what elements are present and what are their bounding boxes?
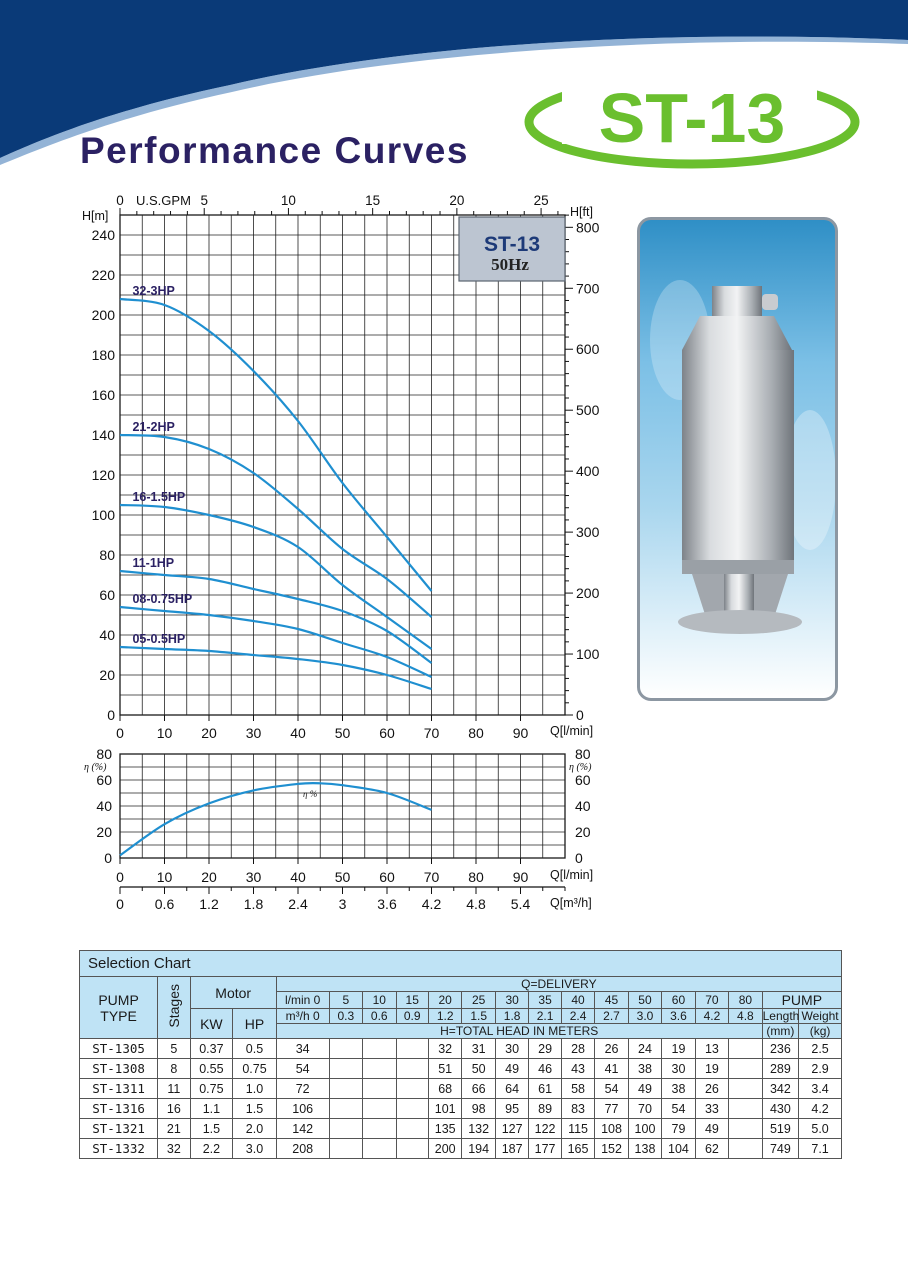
head-cell: 122 xyxy=(529,1119,561,1139)
head-cell: 38 xyxy=(662,1079,695,1099)
table-row xyxy=(80,1099,842,1119)
eff-x-tick-label: 70 xyxy=(423,869,440,885)
head-cell: 200 xyxy=(428,1139,461,1159)
ft-tick-label: 400 xyxy=(576,463,600,480)
lmin-cell: 45 xyxy=(595,992,628,1009)
head-cell: 127 xyxy=(495,1119,528,1139)
model-logo xyxy=(522,72,862,172)
lmin-cell: 15 xyxy=(396,992,428,1009)
head-cell: 30 xyxy=(662,1059,695,1079)
eff-y-tick-label-right: 40 xyxy=(575,798,591,814)
head-cell: 194 xyxy=(462,1139,495,1159)
table-row xyxy=(80,1059,842,1079)
head-cell xyxy=(729,1099,762,1119)
head-cell: 46 xyxy=(529,1059,561,1079)
page-title: Performance Curves xyxy=(80,130,469,171)
x-tick-label: 30 xyxy=(245,725,262,741)
hp-cell: 2.0 xyxy=(233,1119,277,1139)
curve-label: 11-1HP xyxy=(132,556,175,570)
stages-cell: 11 xyxy=(158,1079,190,1099)
head-cell: 101 xyxy=(428,1099,461,1119)
head-cell xyxy=(396,1079,428,1099)
ft-tick-label: 700 xyxy=(576,280,600,297)
header-delivery: Q=DELIVERY xyxy=(276,977,841,992)
m3h-cell: 0.9 xyxy=(396,1009,428,1024)
gpm-tick-label: 25 xyxy=(533,193,549,208)
head-cell: 33 xyxy=(695,1099,728,1119)
m3h-tick-label: 5.4 xyxy=(510,896,531,912)
kw-cell: 0.37 xyxy=(190,1039,233,1059)
head-cell xyxy=(363,1039,396,1059)
header-motor: Motor xyxy=(190,977,276,1009)
eff-y-label-right: η (%) xyxy=(569,762,592,773)
head-cell: 49 xyxy=(695,1119,728,1139)
gpm-tick-label: 20 xyxy=(449,193,465,208)
gpm-tick-label: 10 xyxy=(280,193,296,208)
x-tick-label: 70 xyxy=(423,725,440,741)
head-cell: 72 xyxy=(276,1079,329,1099)
head-cell: 79 xyxy=(662,1119,695,1139)
x-tick-label: 0 xyxy=(116,725,124,741)
m3h-tick-label: 2.4 xyxy=(288,896,308,912)
head-cell xyxy=(729,1079,762,1099)
weight-cell: 7.1 xyxy=(799,1139,842,1159)
m3h-cell: 4.8 xyxy=(729,1009,762,1024)
m3h-tick-label: 4.2 xyxy=(421,896,442,912)
head-cell xyxy=(363,1059,396,1079)
lmin-cell: 20 xyxy=(428,992,461,1009)
header-kw: KW xyxy=(190,1009,233,1039)
eff-curve-label: η % xyxy=(303,789,318,799)
ft-tick-label: 300 xyxy=(576,524,600,541)
m3h-tick-label: 1.8 xyxy=(243,896,264,912)
lmin-cell: 10 xyxy=(363,992,396,1009)
lmin-cell: 30 xyxy=(495,992,528,1009)
weight-cell: 2.9 xyxy=(799,1059,842,1079)
head-cell xyxy=(363,1119,396,1139)
x-tick-label: 80 xyxy=(468,725,484,741)
ft-tick-label: 100 xyxy=(576,646,600,663)
lmin-cell: 25 xyxy=(462,992,495,1009)
header-total-head: H=TOTAL HEAD IN METERS xyxy=(276,1024,762,1039)
head-cell xyxy=(363,1139,396,1159)
head-cell xyxy=(729,1119,762,1139)
length-cell: 289 xyxy=(762,1059,799,1079)
m3h-cell: 3.6 xyxy=(662,1009,695,1024)
head-cell: 98 xyxy=(462,1099,495,1119)
x-tick-label: 50 xyxy=(334,725,351,741)
length-cell: 430 xyxy=(762,1099,799,1119)
pump-type-cell: ST-1332 xyxy=(80,1139,158,1159)
m3h-axis xyxy=(116,887,565,912)
kw-cell: 0.55 xyxy=(190,1059,233,1079)
header-pump-type: PUMP TYPE xyxy=(80,977,158,1039)
curve-label: 32-3HP xyxy=(132,284,175,298)
head-cell: 41 xyxy=(595,1059,628,1079)
head-cell: 62 xyxy=(695,1139,728,1159)
head-cell xyxy=(329,1059,362,1079)
head-cell: 26 xyxy=(595,1039,628,1059)
length-cell: 519 xyxy=(762,1119,799,1139)
m3h-cell: 1.2 xyxy=(428,1009,461,1024)
head-cell: 135 xyxy=(428,1119,461,1139)
eff-x-tick-label: 80 xyxy=(468,869,484,885)
head-cell xyxy=(396,1099,428,1119)
head-cell xyxy=(729,1059,762,1079)
product-photo xyxy=(637,217,838,701)
head-cell xyxy=(396,1059,428,1079)
kw-cell: 1.1 xyxy=(190,1099,233,1119)
lmin-cell: 5 xyxy=(329,992,362,1009)
badge-model: ST-13 xyxy=(483,233,541,256)
header-kg: (kg) xyxy=(799,1024,842,1039)
head-cell: 142 xyxy=(276,1119,329,1139)
y-tick-label: 160 xyxy=(91,387,115,403)
length-cell: 236 xyxy=(762,1039,799,1059)
length-cell: 342 xyxy=(762,1079,799,1099)
curve-label: 08-0.75HP xyxy=(132,592,193,606)
head-cell: 28 xyxy=(561,1039,594,1059)
y-tick-label: 100 xyxy=(91,507,115,523)
head-cell: 95 xyxy=(495,1099,528,1119)
head-cell: 66 xyxy=(462,1079,495,1099)
model-badge xyxy=(459,217,565,281)
head-cell: 138 xyxy=(628,1139,661,1159)
y-tick-label: 220 xyxy=(91,267,115,283)
m3h-tick-label: 3 xyxy=(338,896,347,912)
head-cell: 104 xyxy=(662,1139,695,1159)
eff-x-tick-label: 50 xyxy=(334,869,351,885)
hp-cell: 1.5 xyxy=(233,1099,277,1119)
pump-illustration xyxy=(640,220,838,701)
head-cell: 100 xyxy=(628,1119,661,1139)
length-cell: 749 xyxy=(762,1139,799,1159)
head-cell: 54 xyxy=(595,1079,628,1099)
efficiency-chart-grid xyxy=(120,754,565,858)
table-body xyxy=(80,1039,842,1159)
model-logo-text: ST-13 xyxy=(598,79,786,157)
m3h-cell: 2.7 xyxy=(595,1009,628,1024)
hp-cell: 0.75 xyxy=(233,1059,277,1079)
eff-x-tick-label: 30 xyxy=(245,869,262,885)
head-cell xyxy=(363,1079,396,1099)
y-tick-label: 180 xyxy=(91,347,115,363)
head-cell: 31 xyxy=(462,1039,495,1059)
stages-cell: 16 xyxy=(158,1099,190,1119)
kw-cell: 0.75 xyxy=(190,1079,233,1099)
table-caption: Selection Chart xyxy=(80,951,842,977)
hp-cell: 0.5 xyxy=(233,1039,277,1059)
table-row xyxy=(80,1139,842,1159)
head-cell: 51 xyxy=(428,1059,461,1079)
x-tick-label: 20 xyxy=(201,725,217,741)
head-cell: 32 xyxy=(428,1039,461,1059)
head-cell: 106 xyxy=(276,1099,329,1119)
head-cell: 152 xyxy=(595,1139,628,1159)
head-y-label: H[m] xyxy=(82,209,109,223)
table-row xyxy=(80,1119,842,1139)
header-length: Length xyxy=(762,1009,800,1023)
m3h-tick-label: 0.6 xyxy=(154,896,175,912)
head-chart-grid xyxy=(120,215,565,715)
m3h-cell: 1.8 xyxy=(495,1009,528,1024)
head-cell xyxy=(363,1099,396,1119)
selection-table xyxy=(79,950,842,1159)
hp-cell: 3.0 xyxy=(233,1139,277,1159)
header-weight: Weight xyxy=(799,1009,842,1024)
head-cell: 30 xyxy=(495,1039,528,1059)
head-right-label: H[ft] xyxy=(570,205,593,219)
header-m3h-label: m³/h 0 xyxy=(276,1009,329,1024)
eff-y-tick-label-right: 20 xyxy=(575,824,591,840)
x-tick-label: 10 xyxy=(156,725,173,741)
curve-label: 16-1.5HP xyxy=(132,490,186,504)
weight-cell: 2.5 xyxy=(799,1039,842,1059)
x-tick-label: 60 xyxy=(379,725,395,741)
head-cell: 177 xyxy=(529,1139,561,1159)
selection-chart xyxy=(79,950,842,1159)
head-cell: 54 xyxy=(276,1059,329,1079)
lmin-cell: 40 xyxy=(561,992,594,1009)
eff-x-tick-label: 60 xyxy=(379,869,395,885)
head-curve-labels xyxy=(132,284,192,646)
gpm-tick-label: 15 xyxy=(365,193,381,208)
head-cell xyxy=(329,1079,362,1099)
eff-x-tick-label: 10 xyxy=(156,869,173,885)
head-cell: 13 xyxy=(695,1039,728,1059)
y-tick-label: 140 xyxy=(91,427,115,443)
m3h-tick-label: 3.6 xyxy=(377,896,397,912)
head-cell xyxy=(396,1119,428,1139)
head-cell: 50 xyxy=(462,1059,495,1079)
y-tick-label: 20 xyxy=(99,667,115,683)
hp-cell: 1.0 xyxy=(233,1079,277,1099)
head-cell: 70 xyxy=(628,1099,661,1119)
pump-type-cell: ST-1308 xyxy=(80,1059,158,1079)
weight-cell: 4.2 xyxy=(799,1099,842,1119)
ft-tick-label: 600 xyxy=(576,341,600,358)
lmin-cell: 70 xyxy=(695,992,728,1009)
head-cell xyxy=(729,1039,762,1059)
head-cell: 132 xyxy=(462,1119,495,1139)
eff-x-tick-label: 0 xyxy=(116,869,124,885)
eff-y-tick-label: 80 xyxy=(96,746,112,762)
head-cell: 187 xyxy=(495,1139,528,1159)
head-cell: 64 xyxy=(495,1079,528,1099)
m3h-cell: 3.0 xyxy=(628,1009,661,1024)
ft-tick-label: 0 xyxy=(576,707,584,723)
header-lmin-label: l/min 0 xyxy=(276,992,329,1009)
header-stages: Stages xyxy=(158,977,190,1039)
lmin-cell: 35 xyxy=(529,992,561,1009)
y-tick-label: 60 xyxy=(99,587,115,603)
head-cell: 83 xyxy=(561,1099,594,1119)
head-cell: 49 xyxy=(495,1059,528,1079)
head-cell: 26 xyxy=(695,1079,728,1099)
kw-cell: 1.5 xyxy=(190,1119,233,1139)
head-cell: 54 xyxy=(662,1099,695,1119)
head-cell: 108 xyxy=(595,1119,628,1139)
m3h-tick-label: 1.2 xyxy=(199,896,219,912)
pump-type-cell: ST-1316 xyxy=(80,1099,158,1119)
table-row xyxy=(80,1079,842,1099)
pump-type-cell: ST-1321 xyxy=(80,1119,158,1139)
m3h-cell: 2.1 xyxy=(529,1009,561,1024)
head-cell: 89 xyxy=(529,1099,561,1119)
pump-type-cell: ST-1311 xyxy=(80,1079,158,1099)
y-tick-label: 200 xyxy=(91,307,115,323)
head-cell: 61 xyxy=(529,1079,561,1099)
head-cell: 58 xyxy=(561,1079,594,1099)
lmin-cell: 80 xyxy=(729,992,762,1009)
head-cell: 29 xyxy=(529,1039,561,1059)
m3h-axis-label: Q[m³/h] xyxy=(550,896,592,910)
x-tick-label: 90 xyxy=(512,725,529,741)
m3h-cell: 0.6 xyxy=(363,1009,396,1024)
head-cell xyxy=(329,1039,362,1059)
head-cell: 43 xyxy=(561,1059,594,1079)
head-cell: 165 xyxy=(561,1139,594,1159)
m3h-tick-label: 0 xyxy=(116,896,124,912)
m3h-cell: 2.4 xyxy=(561,1009,594,1024)
y-tick-label: 80 xyxy=(99,547,115,563)
lmin-cell: 50 xyxy=(628,992,661,1009)
eff-y-label-left: η (%) xyxy=(84,762,107,773)
stages-cell: 32 xyxy=(158,1139,190,1159)
weight-cell: 5.0 xyxy=(799,1119,842,1139)
head-cell: 34 xyxy=(276,1039,329,1059)
head-cell xyxy=(329,1139,362,1159)
eff-y-tick-label: 0 xyxy=(104,850,112,866)
ft-tick-label: 500 xyxy=(576,402,600,419)
eff-y-tick-label-right: 80 xyxy=(575,746,591,762)
stages-cell: 8 xyxy=(158,1059,190,1079)
ft-tick-label: 200 xyxy=(576,585,600,602)
badge-frequency: 50Hz xyxy=(491,255,529,274)
y-tick-label: 240 xyxy=(91,227,115,243)
eff-y-tick-label: 60 xyxy=(96,772,112,788)
gpm-tick-label: 5 xyxy=(200,193,208,208)
head-cell xyxy=(329,1099,362,1119)
head-cell: 49 xyxy=(628,1079,661,1099)
eff-x-tick-label: 20 xyxy=(201,869,217,885)
head-x-label: Q[l/min] xyxy=(550,724,594,738)
head-cell xyxy=(396,1139,428,1159)
head-cell: 19 xyxy=(695,1059,728,1079)
curve-label: 05-0.5HP xyxy=(132,632,186,646)
gpm-tick-label: 0 xyxy=(116,193,124,208)
eff-y-tick-label: 40 xyxy=(96,798,112,814)
ft-tick-label: 800 xyxy=(576,219,600,236)
eff-y-tick-label-right: 0 xyxy=(575,850,583,866)
y-tick-label: 40 xyxy=(99,627,115,643)
eff-y-tick-label: 20 xyxy=(96,824,112,840)
curve-label: 21-2HP xyxy=(132,420,175,434)
head-cell xyxy=(729,1139,762,1159)
m3h-tick-label: 4.8 xyxy=(466,896,486,912)
pump-type-cell: ST-1305 xyxy=(80,1039,158,1059)
head-cell: 38 xyxy=(628,1059,661,1079)
head-cell xyxy=(329,1119,362,1139)
y-tick-label: 120 xyxy=(91,467,115,483)
stages-cell: 5 xyxy=(158,1039,190,1059)
header-mm: (mm) xyxy=(762,1024,799,1039)
eff-x-tick-label: 40 xyxy=(290,869,306,885)
y-tick-label: 0 xyxy=(107,707,115,723)
head-cell: 208 xyxy=(276,1139,329,1159)
header-pump: PUMP xyxy=(762,992,841,1009)
head-cell: 77 xyxy=(595,1099,628,1119)
table-row xyxy=(80,1039,842,1059)
eff-x-tick-label: 90 xyxy=(512,869,529,885)
stages-cell: 21 xyxy=(158,1119,190,1139)
eff-x-label: Q[l/min] xyxy=(550,868,594,882)
m3h-cell: 1.5 xyxy=(462,1009,495,1024)
head-cell: 19 xyxy=(662,1039,695,1059)
header-hp: HP xyxy=(233,1009,277,1039)
head-cell: 24 xyxy=(628,1039,661,1059)
weight-cell: 3.4 xyxy=(799,1079,842,1099)
lmin-cell: 60 xyxy=(662,992,695,1009)
m3h-cell: 0.3 xyxy=(329,1009,362,1024)
head-cell: 115 xyxy=(561,1119,594,1139)
head-cell xyxy=(396,1039,428,1059)
gpm-label: U.S.GPM xyxy=(136,193,191,208)
head-cell: 68 xyxy=(428,1079,461,1099)
eff-y-tick-label-right: 60 xyxy=(575,772,591,788)
kw-cell: 2.2 xyxy=(190,1139,233,1159)
x-tick-label: 40 xyxy=(290,725,306,741)
m3h-cell: 4.2 xyxy=(695,1009,728,1024)
